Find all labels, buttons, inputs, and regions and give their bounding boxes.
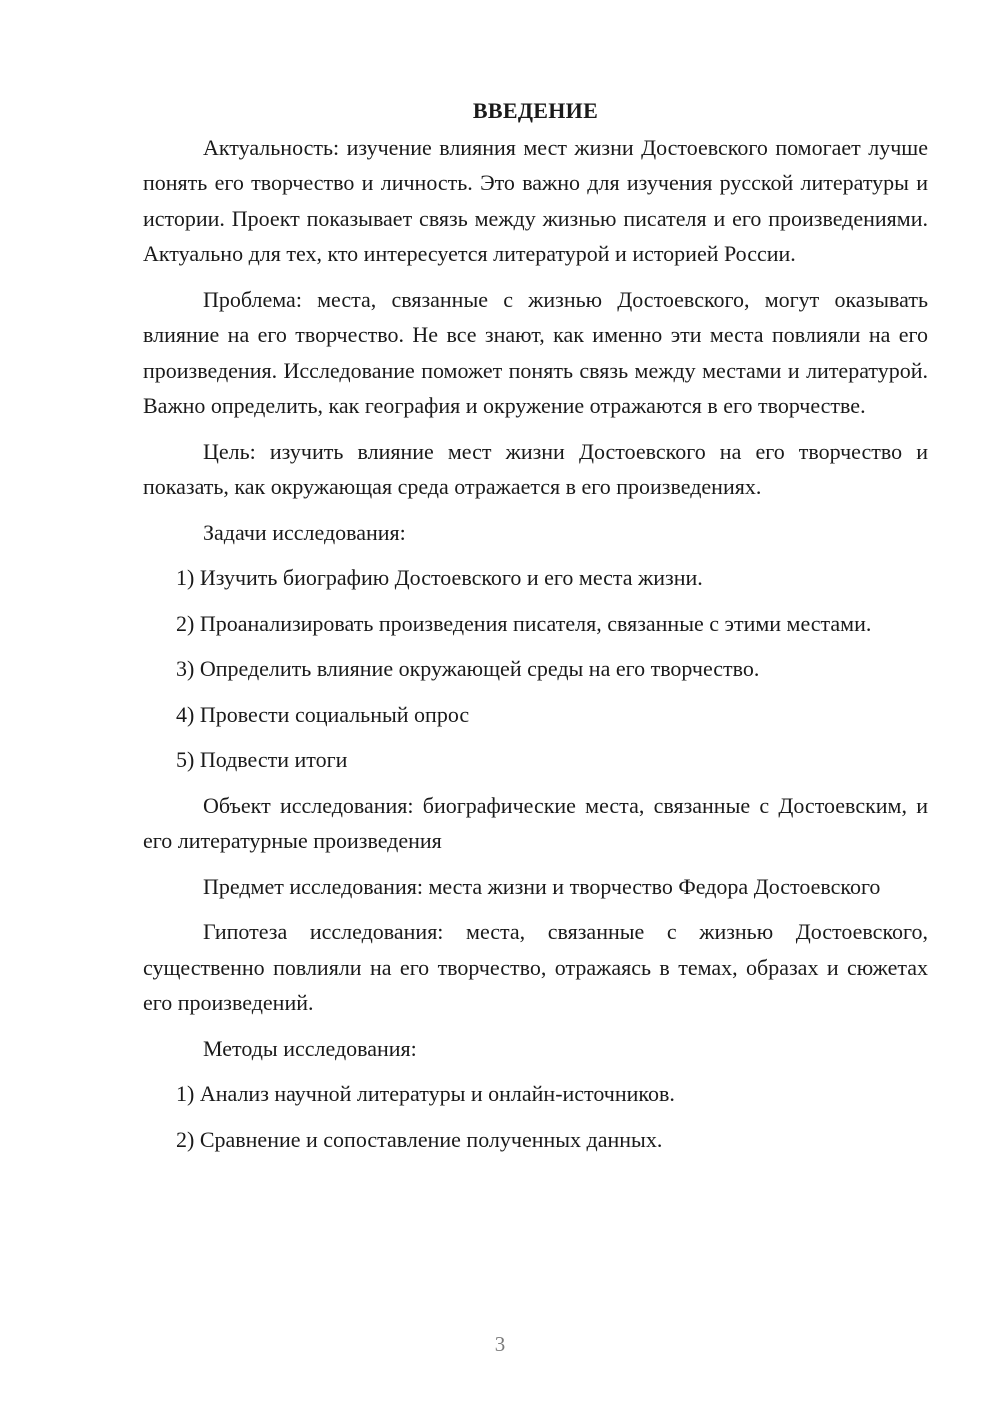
goal-paragraph: Цель: изучить влияние мест жизни Достоевского на его творчество и показать, как окружающая среда отражается в его произведениях. bbox=[143, 438, 928, 499]
tasks-heading: Задачи исследования: bbox=[203, 519, 406, 545]
task-item-5: 5) Подвести итоги bbox=[176, 747, 348, 772]
methods-heading: Методы исследования: bbox=[203, 1035, 417, 1061]
hypothesis-paragraph: Гипотеза исследования: места, связанные с жизнью Достоевского, существенно повлияли на его творчество, отражаясь в темах, образах и сюжетах его произведений. bbox=[143, 919, 928, 1015]
document-page bbox=[143, 93, 928, 1167]
relevance-paragraph: Актуальность: изучение влияния мест жизни Достоевского помогает лучше понять его творчество и личность. Это важно для изучения русской литературы и истории. Проект показывает связь между жизнью писателя и его произведениями. Актуально для тех, кто интересуется литературой и историей России. bbox=[143, 134, 928, 266]
method-item-1: 1) Анализ научной литературы и онлайн-источников. bbox=[176, 1081, 675, 1106]
page-number: 3 bbox=[494, 1332, 506, 1356]
problem-paragraph: Проблема: места, связанные с жизнью Достоевского, могут оказывать влияние на его творчество. Не все знают, как именно эти места повлияли на его произведения. Исследование поможет понять связь между местами и литературой. Важно определить, как география и окружение отражаются в его творчестве. bbox=[143, 286, 928, 418]
task-item-3: 3) Определить влияние окружающей среды на его творчество. bbox=[176, 656, 760, 681]
task-item-2: 2) Проанализировать произведения писателя, связанные с этими местами. bbox=[176, 610, 872, 636]
object-paragraph: Объект исследования: биографические места, связанные с Достоевским, и его литературные произведения bbox=[143, 792, 928, 853]
section-title: ВВЕДЕНИЕ bbox=[472, 98, 599, 123]
subject-paragraph: Предмет исследования: места жизни и творчество Федора Достоевского bbox=[203, 873, 881, 899]
method-item-2: 2) Сравнение и сопоставление полученных данных. bbox=[176, 1126, 663, 1152]
task-item-1: 1) Изучить биографию Достоевского и его места жизни. bbox=[176, 565, 703, 590]
task-item-4: 4) Провести социальный опрос bbox=[176, 701, 470, 727]
